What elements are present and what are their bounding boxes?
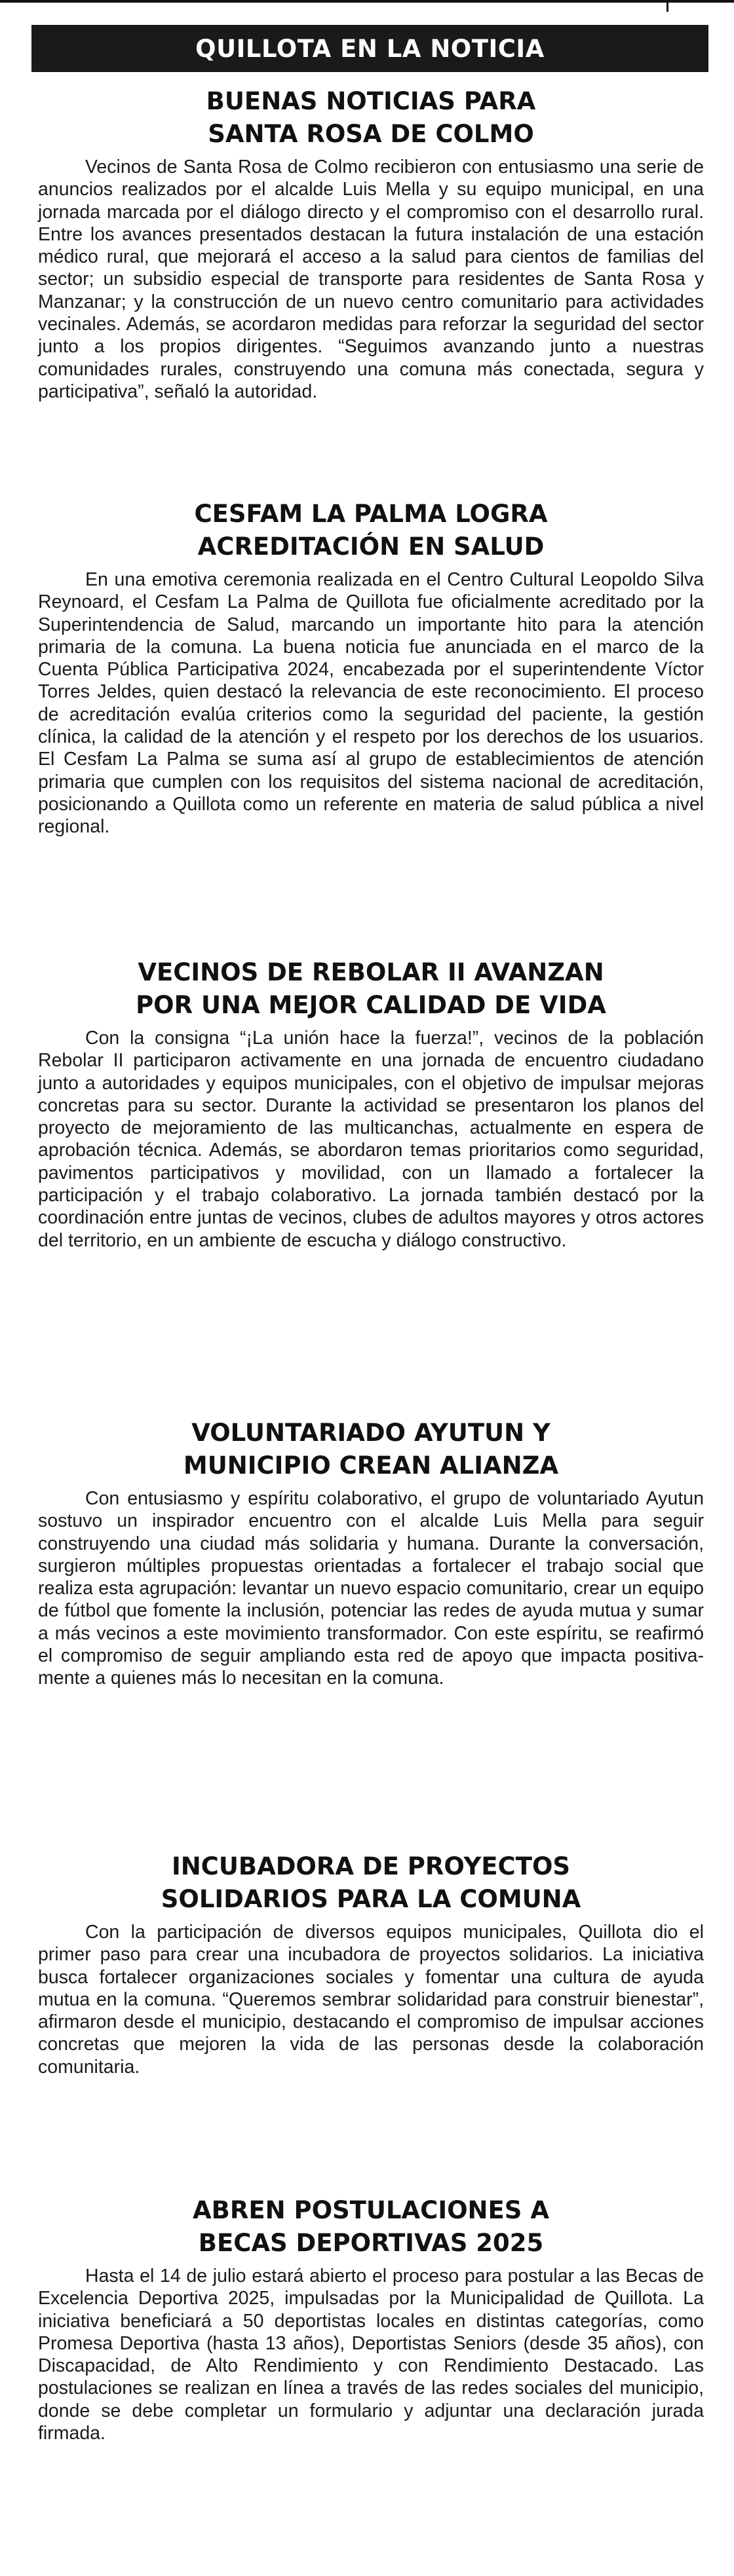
article-headline bbox=[38, 1850, 704, 1916]
article-cesfam-la-palma bbox=[38, 498, 704, 838]
headline-line: SANTA ROSA DE COLMO bbox=[208, 120, 534, 148]
article-headline bbox=[38, 2194, 704, 2260]
headline-line: ABREN POSTULACIONES A bbox=[193, 2196, 549, 2224]
section-title: QUILLOTA EN LA NOTICIA bbox=[195, 34, 545, 63]
article-voluntariado-ayutun bbox=[38, 1417, 704, 1690]
headline-line: MUNICIPIO CREAN ALIANZA bbox=[183, 1451, 559, 1480]
article-body: Hasta el 14 de julio estará abierto el proceso para postular a las Becas de Excelencia Deportiva 2025, impulsadas por la Municipalidad de Quillota. La iniciativa beneficiará a 50 deportistas locales en distintas categorías, como Promesa Deportiva (hasta 13 años), Deportistas Seniors (desde 35 años), con Discapacidad, de Alto Rendimiento y con Rendimiento Destacado. Las postulaciones se realizan en línea a través de las redes sociales del municipio, donde se debe completar un formulario y adjuntar una declaración jurada firmada. bbox=[38, 2266, 704, 2444]
article-headline bbox=[38, 956, 704, 1022]
headline-line: POR UNA MEJOR CALIDAD DE VIDA bbox=[136, 991, 606, 1019]
headline-line: ACREDITACIÓN EN SALUD bbox=[197, 532, 545, 561]
section-masthead bbox=[31, 25, 708, 72]
article-headline bbox=[38, 1417, 704, 1482]
article-body: En una emotiva ceremonia realizada en el Centro Cultural Leopoldo Silva Reynoard, el Cesfam La Palma de Quillota fue oficialmente acreditado por la Superintendencia de Salud, marcando un importante hito para la atención primaria de la comuna. La buena noticia fue anunciada en el marco de la Cuenta Pública Participativa 2024, encabezada por el superintendente Víctor Torres Jeldes, quien destacó la relevancia de este reconocimiento. El proceso de acreditación evalúa criterios como la seguridad del paciente, la gestión clínica, la calidad de la atención y el respeto por los derechos de los usuarios. El Cesfam La Palma se suma así al grupo de establecimientos de atención primaria que cumplen con los requisitos del sistema nacional de acreditación, posicionando a Quillota como un referente en materia de salud pública a nivel regional. bbox=[38, 569, 704, 838]
article-headline bbox=[38, 85, 704, 151]
headline-line: VOLUNTARIADO AYUTUN Y bbox=[191, 1419, 550, 1447]
article-santa-rosa bbox=[38, 85, 704, 403]
top-rule-tick bbox=[666, 0, 668, 12]
top-rule bbox=[0, 0, 734, 3]
headline-line: BUENAS NOTICIAS PARA bbox=[206, 87, 536, 115]
headline-line: CESFAM LA PALMA LOGRA bbox=[194, 500, 548, 528]
article-body: Con la consigna “¡La unión hace la fuerza!”, vecinos de la población Rebolar II participaron activamente en una jornada de encuentro ciudadano junto a autoridades y equipos municipales, con el objetivo de impulsar mejoras concretas para su sector. Durante la actividad se presentaron los planos del proyecto de mejoramiento de las multicanchas, actualmente en espera de aprobación técnica. Además, se abordaron temas prioritarios como seguridad, pavimentos participativos y movilidad, con un llamado a fortalecer la participación y el trabajo colaborativo. La jornada también destacó por la coordinación entre juntas de vecinos, clubes de adultos mayores y otros actores del territorio, en un ambiente de escucha y diálogo constructivo. bbox=[38, 1028, 704, 1251]
headline-line: BECAS DEPORTIVAS 2025 bbox=[198, 2229, 544, 2257]
headline-line: INCUBADORA DE PROYECTOS bbox=[171, 1852, 571, 1880]
article-body: Con la participación de diversos equipos municipales, Quillota dio el primer paso para crear una incubadora de proyectos solidarios. La iniciativa busca fortalecer organizaciones sociales y fomentar una cultura de ayuda mutua en la comuna. “Queremos sembrar solidaridad para construir bienestar”, afirmaron desde el municipio, destacando el compromiso de impulsar acciones concretas que mejoren la vida de las personas desde la colaboración comunitaria. bbox=[38, 1922, 704, 2078]
article-rebolar-ii bbox=[38, 956, 704, 1252]
article-headline bbox=[38, 498, 704, 563]
article-body: Vecinos de Santa Rosa de Colmo recibieron con entusiasmo una serie de anuncios realizados por el alcalde Luis Mella y su equipo municipal, en una jornada marcada por el diálogo directo y el compromiso con el desarrollo rural. Entre los avances presentados destacan la futura instalación de una estación médico rural, que mejorará el acceso a la salud para cientos de familias del sector; un subsidio especial de transporte para residentes de Santa Rosa y Manzanar; y la construcción de un nuevo centro comunitario para actividades vecinales. Además, se acordaron medidas para reforzar la seguridad del sector junto a los propios dirigentes. “Seguimos avanzando junto a nuestras comunidades rurales, construyendo una comuna más conectada, segura y participativa”, señaló la autoridad. bbox=[38, 157, 704, 402]
article-becas-deportivas bbox=[38, 2194, 704, 2444]
article-body: Con entusiasmo y espíritu colaborativo, el grupo de voluntariado Ayutun sostuvo un inspirador encuentro con el alcalde Luis Mella para seguir construyendo una ciudad más solidaria y humana. Durante la conversación, surgieron múltiples propuestas orientadas a fortalecer el trabajo social que realiza esta agrupación: levantar un nuevo espacio comunitario, crear un equipo de fútbol que fomente la inclusión, potenciar las redes de ayuda mutua y sumar a más vecinos a este movimiento transformador. Con este espíritu, se reafirmó el compromiso de seguir ampliando esta red de apoyo que impacta positivamente a quienes más lo necesitan en la comuna. bbox=[38, 1488, 704, 1689]
article-incubadora-proyectos bbox=[38, 1850, 704, 2078]
headline-line: SOLIDARIOS PARA LA COMUNA bbox=[161, 1885, 581, 1913]
headline-line: VECINOS DE REBOLAR II AVANZAN bbox=[138, 958, 604, 986]
